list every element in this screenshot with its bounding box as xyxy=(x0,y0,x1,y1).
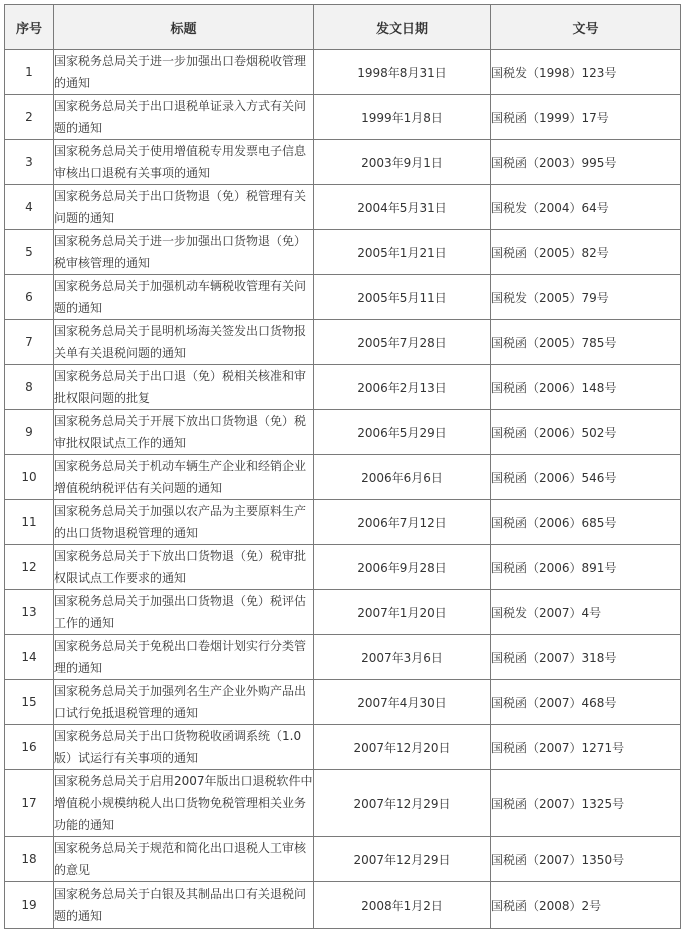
row-title: 国家税务总局关于免税出口卷烟计划实行分类管理的通知 xyxy=(54,635,314,680)
row-title: 国家税务总局关于进一步加强出口货物退（免）税审核管理的通知 xyxy=(54,230,314,275)
row-date: 2003年9月1日 xyxy=(314,140,491,185)
row-title: 国家税务总局关于昆明机场海关签发出口货物报关单有关退税问题的通知 xyxy=(54,320,314,365)
table-row xyxy=(5,185,681,230)
row-index: 19 xyxy=(5,882,54,929)
row-title: 国家税务总局关于启用2007年版出口退税软件中增值税小规模纳税人出口货物免税管理相关业务功能的通知 xyxy=(54,770,314,837)
row-doc-number: 国税函（2003）995号 xyxy=(491,140,681,185)
row-date: 1998年8月31日 xyxy=(314,50,491,95)
table-row xyxy=(5,230,681,275)
row-date: 2006年9月28日 xyxy=(314,545,491,590)
row-index: 10 xyxy=(5,455,54,500)
row-index: 4 xyxy=(5,185,54,230)
table-row xyxy=(5,770,681,837)
row-doc-number: 国税函（2008）2号 xyxy=(491,882,681,929)
header-index: 序号 xyxy=(5,5,54,50)
row-doc-number: 国税函（2005）785号 xyxy=(491,320,681,365)
table-row xyxy=(5,365,681,410)
row-index: 1 xyxy=(5,50,54,95)
row-date: 2007年4月30日 xyxy=(314,680,491,725)
row-index: 5 xyxy=(5,230,54,275)
row-doc-number: 国税函（2005）82号 xyxy=(491,230,681,275)
row-title: 国家税务总局关于加强机动车辆税收管理有关问题的通知 xyxy=(54,275,314,320)
row-date: 2007年12月29日 xyxy=(314,837,491,882)
row-doc-number: 国税函（1999）17号 xyxy=(491,95,681,140)
row-date: 2007年12月29日 xyxy=(314,770,491,837)
row-doc-number: 国税函（2006）685号 xyxy=(491,500,681,545)
row-doc-number: 国税函（2007）1271号 xyxy=(491,725,681,770)
header-title: 标题 xyxy=(54,5,314,50)
row-title: 国家税务总局关于加强以农产品为主要原料生产的出口货物退税管理的通知 xyxy=(54,500,314,545)
header-doc-number: 文号 xyxy=(491,5,681,50)
row-doc-number: 国税发（2005）79号 xyxy=(491,275,681,320)
table-row xyxy=(5,320,681,365)
row-date: 2006年5月29日 xyxy=(314,410,491,455)
row-index: 18 xyxy=(5,837,54,882)
row-title: 国家税务总局关于白银及其制品出口有关退税问题的通知 xyxy=(54,882,314,929)
row-index: 14 xyxy=(5,635,54,680)
table-row xyxy=(5,140,681,185)
row-index: 16 xyxy=(5,725,54,770)
table-row xyxy=(5,725,681,770)
table-row xyxy=(5,590,681,635)
row-date: 2005年5月11日 xyxy=(314,275,491,320)
table-row xyxy=(5,882,681,929)
row-date: 2007年12月20日 xyxy=(314,725,491,770)
row-title: 国家税务总局关于出口货物税收函调系统（1.0版）试运行有关事项的通知 xyxy=(54,725,314,770)
row-date: 2008年1月2日 xyxy=(314,882,491,929)
row-title: 国家税务总局关于进一步加强出口卷烟税收管理的通知 xyxy=(54,50,314,95)
table-row xyxy=(5,275,681,320)
row-doc-number: 国税函（2007）318号 xyxy=(491,635,681,680)
row-doc-number: 国税发（1998）123号 xyxy=(491,50,681,95)
row-doc-number: 国税函（2007）1350号 xyxy=(491,837,681,882)
row-index: 8 xyxy=(5,365,54,410)
row-doc-number: 国税发（2004）64号 xyxy=(491,185,681,230)
row-date: 2006年2月13日 xyxy=(314,365,491,410)
table-row xyxy=(5,455,681,500)
row-date: 2007年3月6日 xyxy=(314,635,491,680)
row-title: 国家税务总局关于加强列名生产企业外购产品出口试行免抵退税管理的通知 xyxy=(54,680,314,725)
header-date: 发文日期 xyxy=(314,5,491,50)
row-title: 国家税务总局关于出口退（免）税相关核准和审批权限问题的批复 xyxy=(54,365,314,410)
row-doc-number: 国税函（2006）502号 xyxy=(491,410,681,455)
row-date: 2007年1月20日 xyxy=(314,590,491,635)
row-date: 2006年6月6日 xyxy=(314,455,491,500)
row-index: 17 xyxy=(5,770,54,837)
row-date: 2006年7月12日 xyxy=(314,500,491,545)
row-title: 国家税务总局关于出口退税单证录入方式有关问题的通知 xyxy=(54,95,314,140)
row-index: 3 xyxy=(5,140,54,185)
table-row xyxy=(5,837,681,882)
row-index: 7 xyxy=(5,320,54,365)
row-index: 12 xyxy=(5,545,54,590)
row-index: 2 xyxy=(5,95,54,140)
row-title: 国家税务总局关于开展下放出口货物退（免）税审批权限试点工作的通知 xyxy=(54,410,314,455)
row-index: 13 xyxy=(5,590,54,635)
row-doc-number: 国税发（2007）4号 xyxy=(491,590,681,635)
row-date: 2004年5月31日 xyxy=(314,185,491,230)
row-doc-number: 国税函（2006）891号 xyxy=(491,545,681,590)
row-doc-number: 国税函（2007）1325号 xyxy=(491,770,681,837)
table-row xyxy=(5,545,681,590)
row-title: 国家税务总局关于使用增值税专用发票电子信息审核出口退税有关事项的通知 xyxy=(54,140,314,185)
row-title: 国家税务总局关于机动车辆生产企业和经销企业增值税纳税评估有关问题的通知 xyxy=(54,455,314,500)
row-doc-number: 国税函（2006）148号 xyxy=(491,365,681,410)
row-date: 2005年1月21日 xyxy=(314,230,491,275)
header-row xyxy=(5,5,681,50)
row-date: 2005年7月28日 xyxy=(314,320,491,365)
row-index: 6 xyxy=(5,275,54,320)
table-row xyxy=(5,410,681,455)
table-row xyxy=(5,95,681,140)
row-title: 国家税务总局关于出口货物退（免）税管理有关问题的通知 xyxy=(54,185,314,230)
row-index: 15 xyxy=(5,680,54,725)
row-doc-number: 国税函（2006）546号 xyxy=(491,455,681,500)
row-index: 11 xyxy=(5,500,54,545)
table-row xyxy=(5,635,681,680)
table-row xyxy=(5,50,681,95)
row-doc-number: 国税函（2007）468号 xyxy=(491,680,681,725)
table-row xyxy=(5,500,681,545)
documents-table xyxy=(4,4,681,929)
row-title: 国家税务总局关于下放出口货物退（免）税审批权限试点工作要求的通知 xyxy=(54,545,314,590)
table-row xyxy=(5,680,681,725)
row-date: 1999年1月8日 xyxy=(314,95,491,140)
row-title: 国家税务总局关于规范和简化出口退税人工审核的意见 xyxy=(54,837,314,882)
row-index: 9 xyxy=(5,410,54,455)
row-title: 国家税务总局关于加强出口货物退（免）税评估工作的通知 xyxy=(54,590,314,635)
